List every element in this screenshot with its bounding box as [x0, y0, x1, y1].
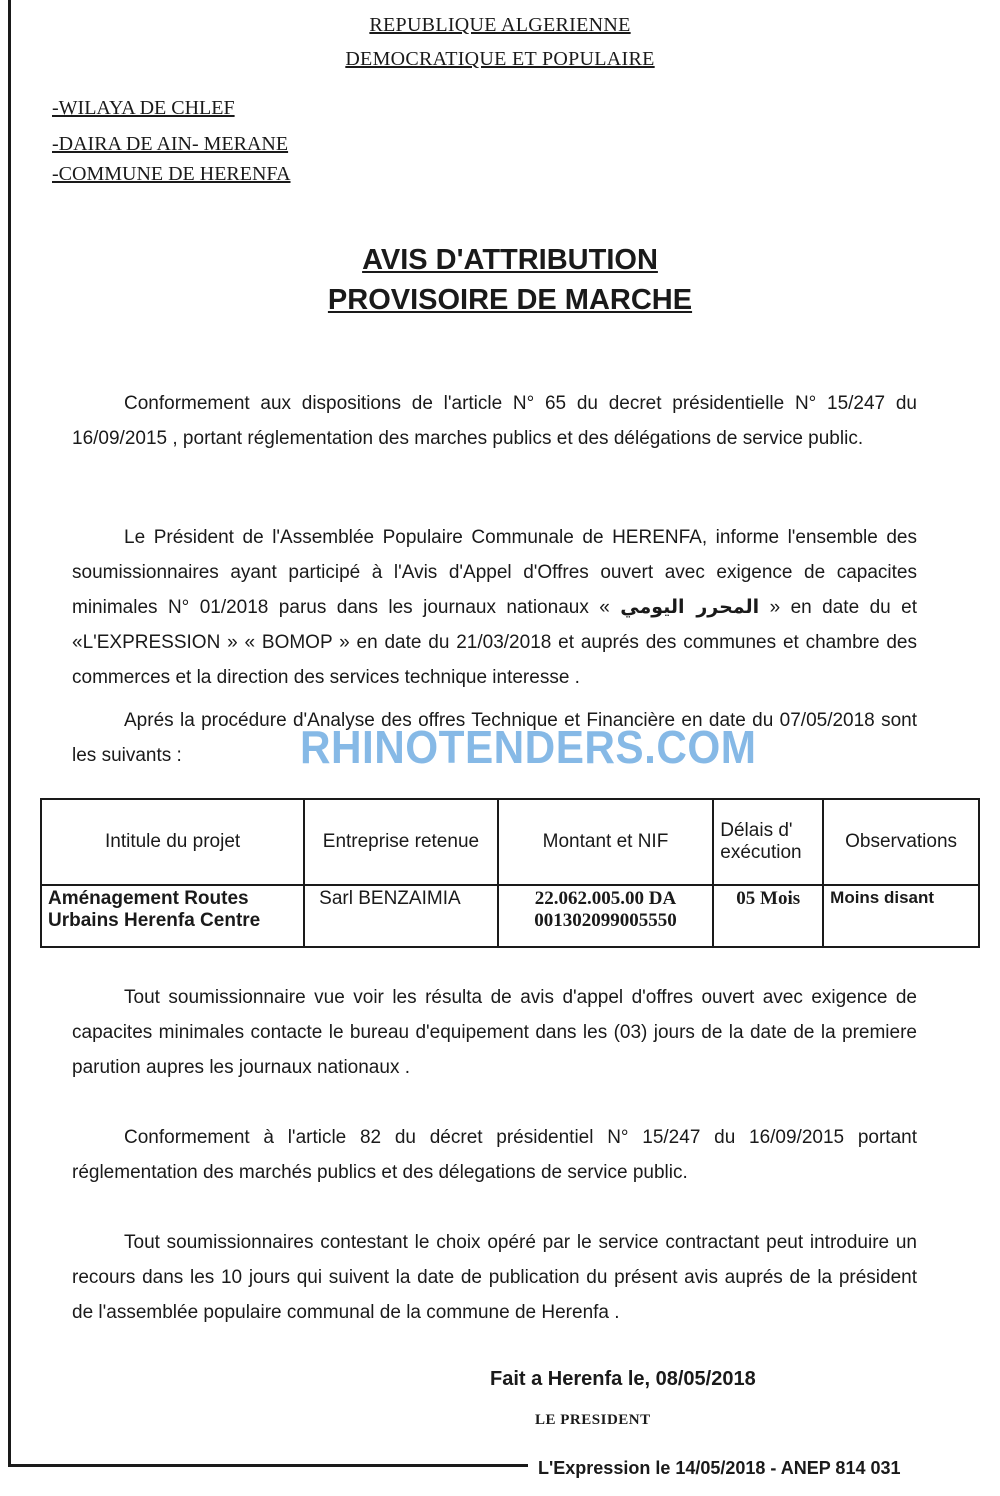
commune-line: -COMMUNE DE HERENFA: [52, 163, 291, 185]
header-delay: Délais d' exécution: [713, 799, 823, 885]
publication-footer: L'Expression le 14/05/2018 - ANEP 814 031: [538, 1458, 901, 1478]
header-project: Intitule du projet: [41, 799, 304, 885]
paragraph-article-82: Conformement à l'article 82 du décret présidentiel N° 15/247 du 16/09/2015 portant réglementation des marchés publics et des délegations de service public.: [72, 1127, 917, 1183]
paragraph-appeal: Tout soumissionnaires contestant le choix opéré par le service contractant peut introduire un recours dans les 10 jours qui suivent la date de publication du présent avis auprés de la président de l'assemblée populaire communal de la commune de Herenfa .: [72, 1232, 917, 1323]
watermark: RHINOTENDERS.COM: [300, 721, 757, 773]
paragraph-president-notice-b: » en date du et «L'EXPRESSION » « BOMOP » en date du 21/03/2018 et auprés des communes et chambre des commerces et la direction des services technique interesse .: [72, 597, 917, 688]
title-line-1: AVIS D'ATTRIBUTION: [362, 244, 658, 276]
cell-company: Sarl BENZAIMIA: [304, 885, 498, 947]
header-observations: Observations: [823, 799, 979, 885]
republic-line-2: DEMOCRATIQUE ET POPULAIRE: [345, 48, 655, 70]
cell-project: Aménagement Routes Urbains Herenfa Centre: [41, 885, 304, 947]
arabic-newspaper-name: المحرر اليومي: [620, 596, 760, 618]
table-row: [41, 885, 979, 947]
header-amount: Montant et NIF: [498, 799, 714, 885]
amount-value: 22.062.005.00 DA: [534, 888, 677, 909]
paragraph-decree: Conformement aux dispositions de l'article N° 65 du decret présidentielle N° 15/247 du 16/09/2015 , portant réglementation des marches publics et des délégations de service public.: [72, 393, 917, 449]
signature-title: LE PRESIDENT: [535, 1412, 651, 1428]
paragraph-president-notice: [72, 520, 917, 695]
cell-delay: 05 Mois: [713, 885, 823, 947]
paragraph-contact: Tout soumissionnaire vue voir les résulta de avis d'appel d'offres ouvert avec exigence de capacites minimales contacte le bureau d'equipement dans les (03) jours de la date de la premiere parution aupres les journaux nationaux .: [72, 987, 917, 1078]
paragraph-president-notice-a: Le Président de l'Assemblée Populaire Communale de HERENFA, informe l'ensemble des soumissionnaires ayant participé à l'Avis d'Appel d'Offres ouvert avec exigence de capacites minimales N° 01/2018 parus dans les journaux nationaux «: [72, 527, 917, 618]
cell-amount: [498, 885, 714, 947]
paragraph-analysis: Aprés la procédure d'Analyse des offres Technique et Financière en date du 07/05/2018 sont les suivants :: [72, 710, 917, 766]
table-header-row: [41, 799, 979, 885]
header-company: Entreprise retenue: [304, 799, 498, 885]
signature-place-date: Fait a Herenfa le, 08/05/2018: [490, 1368, 756, 1390]
republic-line-1: REPUBLIQUE ALGERIENNE: [369, 14, 631, 36]
results-table: [40, 798, 980, 948]
wilaya-line: -WILAYA DE CHLEF: [52, 97, 235, 119]
page-bottom-border: [8, 1464, 528, 1467]
nif-value: 001302099005550: [534, 910, 677, 931]
cell-observation: Moins disant: [823, 885, 979, 947]
daira-line: -DAIRA DE AIN- MERANE: [52, 133, 289, 155]
page-left-border: [8, 0, 11, 1466]
title-line-2: PROVISOIRE DE MARCHE: [327, 284, 693, 316]
